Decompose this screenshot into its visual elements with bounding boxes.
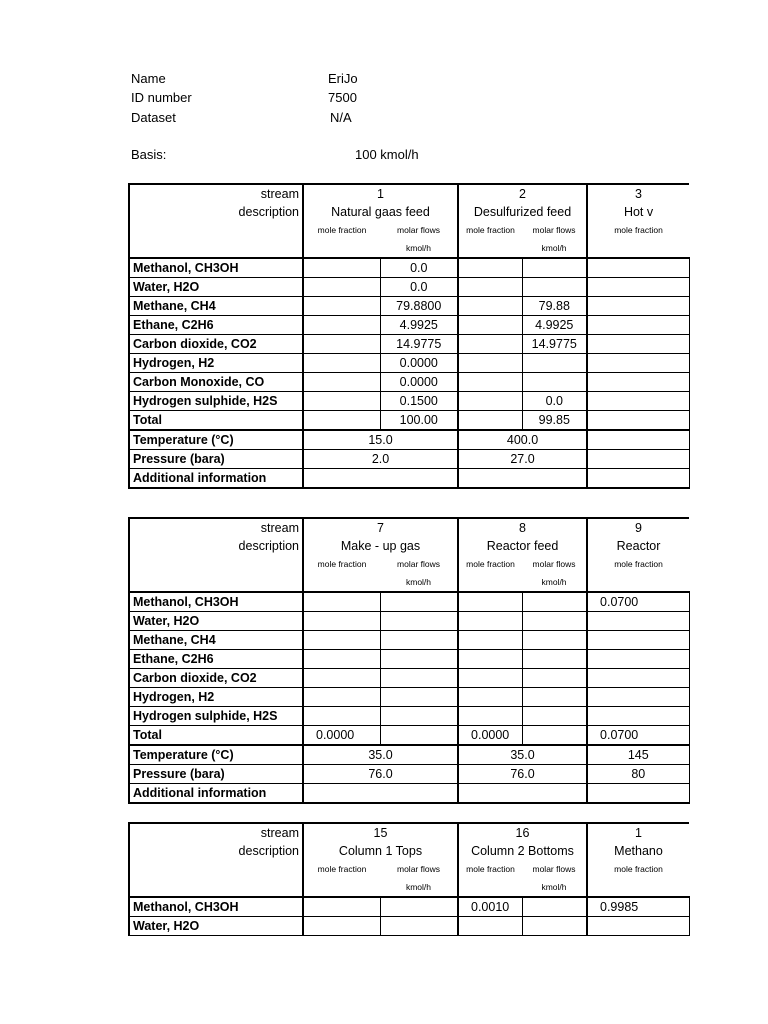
unit-label: kmol/h	[380, 239, 458, 258]
molar-flows-label: molar flows	[380, 555, 458, 573]
unit-spacer	[303, 573, 380, 592]
component-label: Hydrogen, H2	[129, 354, 303, 373]
component-value: 0.0700	[587, 726, 689, 746]
component-value	[522, 373, 587, 392]
stream-description: Desulfurized feed	[458, 203, 587, 221]
sublabel-spacer	[129, 221, 303, 239]
component-value	[458, 316, 522, 335]
component-value	[303, 354, 380, 373]
stream-description: Column 2 Bottoms	[458, 842, 587, 860]
additional-info-value	[587, 469, 689, 489]
component-row	[129, 612, 689, 631]
temperature-value: 35.0	[303, 745, 458, 765]
component-value: 0.0010	[458, 897, 522, 917]
component-value	[458, 335, 522, 354]
stream-table-1-wrapper	[128, 183, 663, 489]
description-label: description	[129, 537, 303, 555]
unit-spacer	[129, 878, 303, 897]
unit-spacer	[587, 239, 689, 258]
component-value	[303, 373, 380, 392]
mole-fraction-label: mole fraction	[614, 559, 663, 569]
component-value	[458, 688, 522, 707]
additional-info-value	[587, 784, 689, 804]
description-label: description	[129, 842, 303, 860]
component-value: 14.9775	[522, 335, 587, 354]
component-value	[303, 592, 380, 612]
component-value	[380, 897, 458, 917]
unit-spacer	[303, 239, 380, 258]
component-value	[587, 669, 689, 688]
component-label: Water, H2O	[129, 917, 303, 936]
component-value	[303, 650, 380, 669]
component-row	[129, 707, 689, 726]
component-value: 0.0000	[380, 354, 458, 373]
stream-number: 16	[458, 823, 587, 842]
component-value: 99.85	[522, 411, 587, 431]
component-label: Carbon dioxide, CO2	[129, 669, 303, 688]
component-value	[303, 917, 380, 936]
component-row	[129, 592, 689, 612]
component-value: 4.9925	[380, 316, 458, 335]
stream-number: 7	[303, 518, 458, 537]
id-label: ID number	[131, 90, 192, 105]
component-value	[522, 726, 587, 746]
component-value	[458, 631, 522, 650]
component-value	[458, 373, 522, 392]
stream-number: 1	[587, 823, 689, 842]
mole-fraction-label: mole fraction	[466, 864, 515, 874]
component-value	[303, 631, 380, 650]
component-row	[129, 917, 689, 936]
component-label: Hydrogen sulphide, H2S	[129, 392, 303, 411]
component-value	[303, 707, 380, 726]
component-value	[522, 707, 587, 726]
additional-info-label: Additional information	[129, 469, 303, 489]
column-sublabel-row	[129, 555, 689, 573]
stream-table-3-wrapper	[128, 822, 663, 936]
component-label: Hydrogen sulphide, H2S	[129, 707, 303, 726]
stream-description-row	[129, 842, 689, 860]
pressure-label: Pressure (bara)	[129, 765, 303, 784]
unit-label: kmol/h	[380, 878, 458, 897]
component-label: Total	[129, 411, 303, 431]
component-label: Carbon Monoxide, CO	[129, 373, 303, 392]
component-value	[522, 631, 587, 650]
component-value	[587, 392, 689, 411]
component-value	[458, 392, 522, 411]
stream-label: stream	[129, 518, 303, 537]
unit-spacer	[587, 573, 689, 592]
stream-number-row	[129, 518, 689, 537]
component-value	[303, 897, 380, 917]
stream-number: 2	[458, 184, 587, 203]
component-rows	[129, 897, 689, 936]
mole-fraction-label: mole fraction	[466, 225, 515, 235]
component-value	[587, 316, 689, 335]
component-value	[522, 278, 587, 297]
pressure-value	[587, 450, 689, 469]
unit-spacer	[587, 878, 689, 897]
component-value: 79.88	[522, 297, 587, 316]
basis-value: 100 kmol/h	[355, 147, 419, 162]
stream-number-row	[129, 184, 689, 203]
component-value	[522, 897, 587, 917]
component-value	[587, 354, 689, 373]
component-value: 14.9775	[380, 335, 458, 354]
component-value: 100.00	[380, 411, 458, 431]
component-value: 79.8800	[380, 297, 458, 316]
component-row	[129, 669, 689, 688]
mole-fraction-label: mole fraction	[317, 864, 367, 874]
temperature-label: Temperature (°C)	[129, 430, 303, 450]
component-value	[458, 354, 522, 373]
component-value	[458, 650, 522, 669]
molar-flows-label: molar flows	[380, 221, 458, 239]
stream-number: 15	[303, 823, 458, 842]
component-label: Methanol, CH3OH	[129, 592, 303, 612]
component-value	[587, 278, 689, 297]
temperature-value: 15.0	[303, 430, 458, 450]
unit-row	[129, 878, 689, 897]
additional-info-value	[458, 784, 587, 804]
stream-description: Make - up gas	[303, 537, 458, 555]
component-row	[129, 650, 689, 669]
component-label: Ethane, C2H6	[129, 316, 303, 335]
mole-fraction-label: mole fraction	[317, 225, 367, 235]
mole-fraction-label: mole fraction	[466, 559, 515, 569]
additional-info-value	[303, 784, 458, 804]
component-value	[522, 612, 587, 631]
component-value	[458, 917, 522, 936]
column-sublabel-row	[129, 221, 689, 239]
component-value: 0.0	[522, 392, 587, 411]
stream-description-row	[129, 203, 689, 221]
component-value	[458, 707, 522, 726]
stream-description-row	[129, 537, 689, 555]
component-value	[522, 354, 587, 373]
component-value	[458, 258, 522, 278]
component-label: Methane, CH4	[129, 631, 303, 650]
component-value: 0.0000	[458, 726, 522, 746]
stream-number: 1	[303, 184, 458, 203]
component-value	[303, 392, 380, 411]
dataset-value: N/A	[330, 110, 352, 125]
mole-fraction-label: mole fraction	[614, 225, 663, 235]
component-label: Total	[129, 726, 303, 746]
component-value	[380, 592, 458, 612]
component-row	[129, 411, 689, 431]
component-value: 0.0	[380, 278, 458, 297]
temperature-row	[129, 430, 689, 450]
id-value: 7500	[328, 90, 357, 105]
stream-description: Column 1 Tops	[303, 842, 458, 860]
sublabel-spacer	[129, 555, 303, 573]
component-value	[587, 688, 689, 707]
component-value	[303, 669, 380, 688]
component-value	[303, 297, 380, 316]
component-value	[303, 278, 380, 297]
molar-flows-label: molar flows	[522, 860, 587, 878]
dataset-label: Dataset	[131, 110, 176, 125]
component-row	[129, 316, 689, 335]
component-value	[303, 335, 380, 354]
stream-description: Reactor	[616, 539, 661, 553]
component-rows	[129, 592, 689, 803]
stream-number: 8	[458, 518, 587, 537]
component-value	[587, 612, 689, 631]
component-value	[303, 688, 380, 707]
unit-row	[129, 239, 689, 258]
additional-info-label: Additional information	[129, 784, 303, 804]
temperature-label: Temperature (°C)	[129, 745, 303, 765]
component-row	[129, 335, 689, 354]
component-value	[587, 917, 689, 936]
component-row	[129, 354, 689, 373]
stream-table-1	[128, 183, 690, 489]
column-sublabel-row	[129, 860, 689, 878]
component-value	[587, 411, 689, 431]
component-value	[303, 411, 380, 431]
stream-description: Natural gaas feed	[303, 203, 458, 221]
component-value: 0.0	[380, 258, 458, 278]
stream-number: 3	[587, 184, 689, 203]
unit-label: kmol/h	[522, 878, 587, 897]
stream-table-3	[128, 822, 690, 936]
unit-spacer	[458, 878, 522, 897]
basis-label: Basis:	[131, 147, 167, 162]
component-value: 0.9985	[587, 897, 689, 917]
component-label: Methanol, CH3OH	[129, 897, 303, 917]
component-value	[380, 631, 458, 650]
component-value	[380, 917, 458, 936]
component-value	[303, 612, 380, 631]
component-value	[380, 612, 458, 631]
component-value	[522, 650, 587, 669]
component-value	[303, 258, 380, 278]
stream-table-2-wrapper	[128, 517, 663, 804]
component-value	[587, 373, 689, 392]
stream-label: stream	[129, 823, 303, 842]
pressure-row	[129, 765, 689, 784]
component-row	[129, 392, 689, 411]
molar-flows-label: molar flows	[522, 221, 587, 239]
component-value	[587, 631, 689, 650]
stream-number: 9	[587, 518, 689, 537]
unit-spacer	[129, 573, 303, 592]
component-value: 0.0000	[380, 373, 458, 392]
component-label: Water, H2O	[129, 278, 303, 297]
unit-label: kmol/h	[380, 573, 458, 592]
pressure-value: 76.0	[458, 765, 587, 784]
temperature-value: 145	[587, 745, 689, 765]
pressure-value: 2.0	[303, 450, 458, 469]
component-value	[458, 297, 522, 316]
unit-spacer	[129, 239, 303, 258]
component-value	[458, 669, 522, 688]
name-label: Name	[131, 71, 166, 86]
component-row	[129, 897, 689, 917]
unit-spacer	[458, 239, 522, 258]
unit-spacer	[458, 573, 522, 592]
temperature-value	[587, 430, 689, 450]
unit-spacer	[303, 878, 380, 897]
component-value	[458, 592, 522, 612]
component-value	[522, 258, 587, 278]
component-value	[587, 335, 689, 354]
component-value	[587, 650, 689, 669]
component-row	[129, 688, 689, 707]
additional-info-value	[303, 469, 458, 489]
component-label: Water, H2O	[129, 612, 303, 631]
component-value	[522, 917, 587, 936]
unit-label: kmol/h	[522, 573, 587, 592]
stream-description: Hot v	[623, 205, 654, 219]
additional-info-row	[129, 469, 689, 489]
unit-label: kmol/h	[522, 239, 587, 258]
component-value	[380, 650, 458, 669]
component-row	[129, 631, 689, 650]
component-rows	[129, 258, 689, 488]
additional-info-row	[129, 784, 689, 804]
name-value: EriJo	[328, 71, 358, 86]
mole-fraction-label: mole fraction	[317, 559, 367, 569]
component-row	[129, 726, 689, 746]
component-row	[129, 297, 689, 316]
temperature-value: 35.0	[458, 745, 587, 765]
component-value: 0.0700	[587, 592, 689, 612]
component-label: Carbon dioxide, CO2	[129, 335, 303, 354]
pressure-label: Pressure (bara)	[129, 450, 303, 469]
component-label: Methane, CH4	[129, 297, 303, 316]
temperature-value: 400.0	[458, 430, 587, 450]
stream-description: Methano	[614, 844, 663, 858]
stream-description: Reactor feed	[458, 537, 587, 555]
component-value	[380, 707, 458, 726]
component-value	[380, 726, 458, 746]
component-row	[129, 373, 689, 392]
unit-row	[129, 573, 689, 592]
pressure-value: 80	[587, 765, 689, 784]
description-label: description	[129, 203, 303, 221]
component-value	[587, 297, 689, 316]
component-value: 0.1500	[380, 392, 458, 411]
component-value	[587, 707, 689, 726]
component-value	[522, 592, 587, 612]
stream-table-2	[128, 517, 690, 804]
molar-flows-label: molar flows	[522, 555, 587, 573]
additional-info-value	[458, 469, 587, 489]
component-value: 4.9925	[522, 316, 587, 335]
component-value	[458, 278, 522, 297]
component-value	[380, 688, 458, 707]
component-row	[129, 278, 689, 297]
stream-number-row	[129, 823, 689, 842]
stream-label: stream	[129, 184, 303, 203]
sublabel-spacer	[129, 860, 303, 878]
component-label: Ethane, C2H6	[129, 650, 303, 669]
component-value	[522, 688, 587, 707]
pressure-value: 76.0	[303, 765, 458, 784]
component-value	[458, 411, 522, 431]
pressure-row	[129, 450, 689, 469]
component-value	[522, 669, 587, 688]
temperature-row	[129, 745, 689, 765]
component-row	[129, 258, 689, 278]
molar-flows-label: molar flows	[380, 860, 458, 878]
component-value	[303, 316, 380, 335]
pressure-value: 27.0	[458, 450, 587, 469]
component-value	[380, 669, 458, 688]
mole-fraction-label: mole fraction	[614, 864, 663, 874]
component-value	[458, 612, 522, 631]
component-value	[587, 258, 689, 278]
component-label: Hydrogen, H2	[129, 688, 303, 707]
component-value: 0.0000	[303, 726, 380, 746]
component-label: Methanol, CH3OH	[129, 258, 303, 278]
